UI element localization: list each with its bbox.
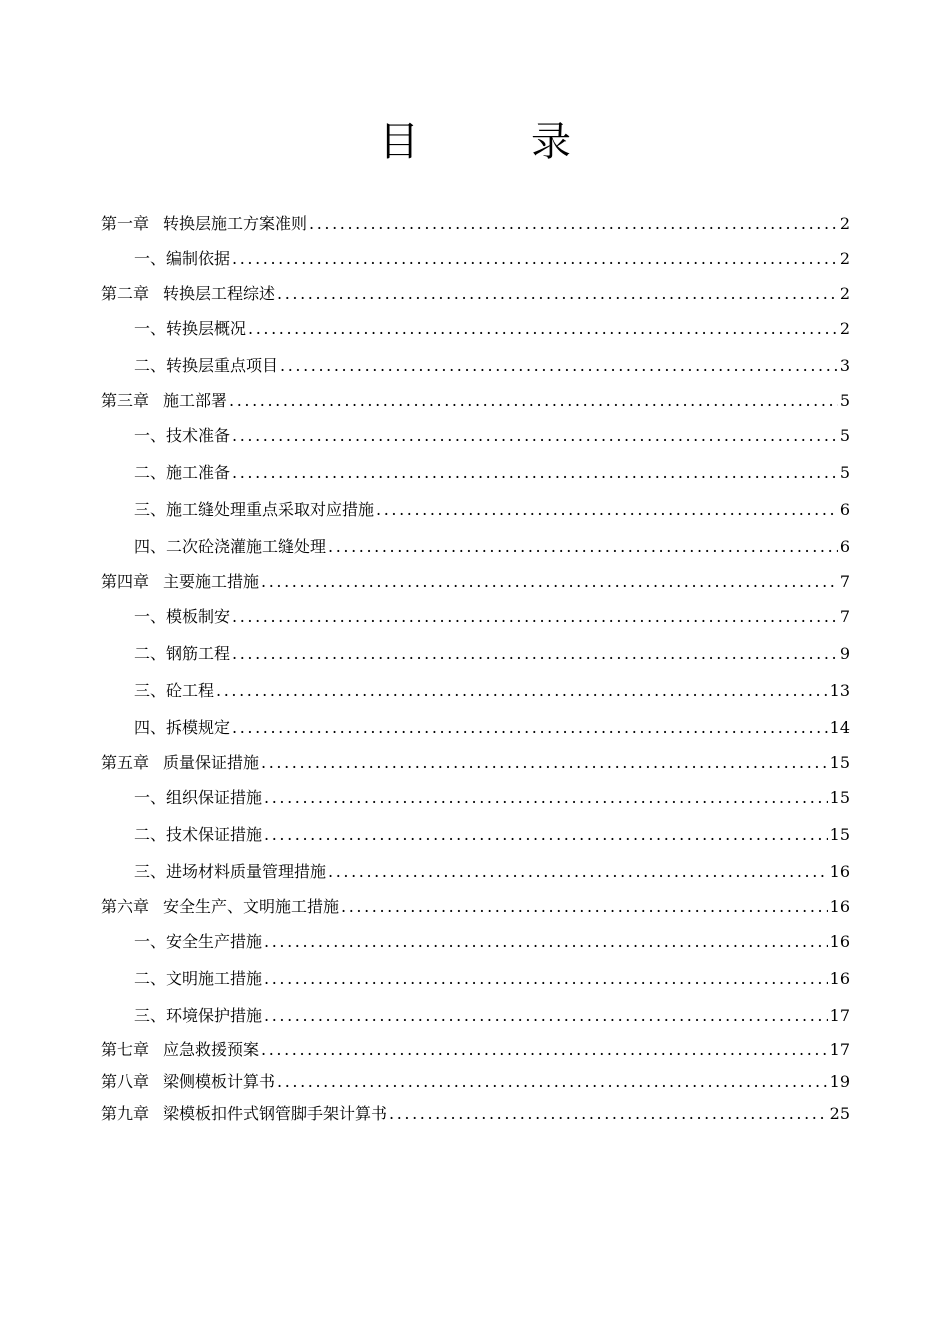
dot-leader <box>248 310 838 347</box>
toc-title: 施工部署 <box>163 391 228 410</box>
toc-title: 安全生产、文明施工措施 <box>163 897 340 916</box>
toc-number: 三、 <box>134 681 167 700</box>
toc-number: 三、 <box>134 500 167 519</box>
toc-title: 主要施工措施 <box>163 572 260 591</box>
dot-leader <box>261 1034 828 1066</box>
toc-number: 二、 <box>134 356 167 375</box>
toc-section[interactable] <box>101 960 850 997</box>
toc-title: 转换层重点项目 <box>166 356 279 375</box>
toc-section[interactable] <box>101 997 850 1034</box>
dot-leader <box>309 207 838 240</box>
toc-number: 一、 <box>134 607 167 626</box>
toc-section[interactable] <box>101 528 850 565</box>
toc-page-number: 16 <box>829 862 850 881</box>
table-of-contents <box>101 207 850 1130</box>
dot-leader <box>216 672 828 709</box>
toc-page-number: 16 <box>829 932 850 951</box>
toc-page-number: 9 <box>839 644 850 663</box>
toc-title: 转换层施工方案准则 <box>163 214 308 233</box>
dot-leader <box>264 997 828 1034</box>
toc-page-number: 5 <box>839 391 850 410</box>
toc-number: 第六章 <box>101 897 150 916</box>
dot-leader <box>232 240 838 277</box>
toc-section[interactable] <box>101 491 850 528</box>
toc-number: 第二章 <box>101 284 150 303</box>
toc-page-number: 13 <box>829 681 850 700</box>
toc-title: 转换层概况 <box>166 319 247 338</box>
toc-title: 编制依据 <box>166 249 231 268</box>
toc-title: 施工准备 <box>166 463 231 482</box>
dot-leader <box>232 417 838 454</box>
toc-section[interactable] <box>101 240 850 277</box>
toc-number: 第五章 <box>101 753 150 772</box>
page-title: 目 录 <box>379 119 607 165</box>
toc-title: 梁模板扣件式钢管脚手架计算书 <box>163 1104 388 1123</box>
toc-page-number: 2 <box>839 284 850 303</box>
toc-title: 钢筋工程 <box>166 644 231 663</box>
dot-leader <box>328 528 838 565</box>
toc-title: 文明施工措施 <box>166 969 263 988</box>
toc-number: 二、 <box>134 825 167 844</box>
dot-leader <box>264 923 828 960</box>
toc-number: 一、 <box>134 426 167 445</box>
toc-page-number: 3 <box>839 356 850 375</box>
toc-chapter-9[interactable] <box>101 1098 850 1130</box>
toc-title: 拆模规定 <box>166 718 231 737</box>
toc-section[interactable] <box>101 709 850 746</box>
toc-title: 进场材料质量管理措施 <box>166 862 327 881</box>
toc-page-number: 16 <box>829 897 850 916</box>
toc-number: 二、 <box>134 463 167 482</box>
toc-number: 三、 <box>134 1006 167 1025</box>
toc-page-number: 2 <box>839 249 850 268</box>
toc-number: 第一章 <box>101 214 150 233</box>
toc-title: 施工缝处理重点采取对应措施 <box>166 500 375 519</box>
toc-page-number: 6 <box>839 500 850 519</box>
dot-leader <box>261 746 828 779</box>
toc-section[interactable] <box>101 310 850 347</box>
toc-title: 质量保证措施 <box>163 753 260 772</box>
toc-title: 砼工程 <box>166 681 215 700</box>
toc-chapter-4[interactable] <box>101 565 850 598</box>
dot-leader <box>389 1098 828 1130</box>
dot-leader <box>264 960 828 997</box>
toc-number: 二、 <box>134 969 167 988</box>
dot-leader <box>232 635 838 672</box>
dot-leader <box>232 709 828 746</box>
toc-number: 第七章 <box>101 1040 150 1059</box>
toc-chapter-8[interactable] <box>101 1066 850 1098</box>
toc-section[interactable] <box>101 923 850 960</box>
dot-leader <box>232 454 838 491</box>
toc-page-number: 2 <box>839 214 850 233</box>
toc-number: 第四章 <box>101 572 150 591</box>
toc-number: 一、 <box>134 319 167 338</box>
toc-title: 技术准备 <box>166 426 231 445</box>
toc-page-number: 15 <box>829 753 850 772</box>
toc-title: 技术保证措施 <box>166 825 263 844</box>
toc-page-number: 5 <box>839 463 850 482</box>
dot-leader <box>261 565 838 598</box>
toc-section[interactable] <box>101 417 850 454</box>
dot-leader <box>264 816 828 853</box>
toc-number: 四、 <box>134 537 167 556</box>
toc-page-number: 7 <box>839 572 850 591</box>
toc-chapter-1[interactable] <box>101 207 850 240</box>
toc-number: 二、 <box>134 644 167 663</box>
toc-chapter-2[interactable] <box>101 277 850 310</box>
toc-chapter-7[interactable] <box>101 1034 850 1066</box>
dot-leader <box>341 890 828 923</box>
toc-page-number: 2 <box>839 319 850 338</box>
toc-section[interactable] <box>101 454 850 491</box>
toc-page-number: 17 <box>829 1040 850 1059</box>
toc-page-number: 19 <box>829 1072 850 1091</box>
toc-title: 梁侧模板计算书 <box>163 1072 276 1091</box>
toc-page-number: 15 <box>829 788 850 807</box>
toc-page-number: 6 <box>839 537 850 556</box>
toc-number: 第八章 <box>101 1072 150 1091</box>
toc-chapter-5[interactable] <box>101 746 850 779</box>
toc-page-number: 15 <box>829 825 850 844</box>
toc-title: 安全生产措施 <box>166 932 263 951</box>
toc-number: 四、 <box>134 718 167 737</box>
toc-section[interactable] <box>101 816 850 853</box>
toc-page-number: 14 <box>829 718 850 737</box>
toc-section[interactable] <box>101 598 850 635</box>
dot-leader <box>328 853 828 890</box>
dot-leader <box>376 491 838 528</box>
toc-number: 第三章 <box>101 391 150 410</box>
toc-number: 三、 <box>134 862 167 881</box>
toc-page-number: 17 <box>829 1006 850 1025</box>
toc-page-number: 7 <box>839 607 850 626</box>
dot-leader <box>277 277 838 310</box>
toc-number: 第九章 <box>101 1104 150 1123</box>
toc-section[interactable] <box>101 853 850 890</box>
toc-title: 组织保证措施 <box>166 788 263 807</box>
toc-page-number: 25 <box>829 1104 850 1123</box>
toc-number: 一、 <box>134 788 167 807</box>
toc-page-number: 16 <box>829 969 850 988</box>
dot-leader <box>232 598 838 635</box>
toc-title: 二次砼浇灌施工缝处理 <box>166 537 327 556</box>
dot-leader <box>277 1066 828 1098</box>
toc-section[interactable] <box>101 635 850 672</box>
dot-leader <box>264 779 828 816</box>
toc-chapter-6[interactable] <box>101 890 850 923</box>
toc-title: 环境保护措施 <box>166 1006 263 1025</box>
dot-leader <box>229 384 838 417</box>
toc-chapter-3[interactable] <box>101 384 850 417</box>
toc-page-number: 5 <box>839 426 850 445</box>
toc-section[interactable] <box>101 672 850 709</box>
toc-number: 一、 <box>134 932 167 951</box>
dot-leader <box>280 347 838 384</box>
toc-number: 一、 <box>134 249 167 268</box>
toc-section[interactable] <box>101 347 850 384</box>
toc-title: 转换层工程综述 <box>163 284 276 303</box>
toc-title: 应急救援预案 <box>163 1040 260 1059</box>
toc-section[interactable] <box>101 779 850 816</box>
toc-title: 模板制安 <box>166 607 231 626</box>
